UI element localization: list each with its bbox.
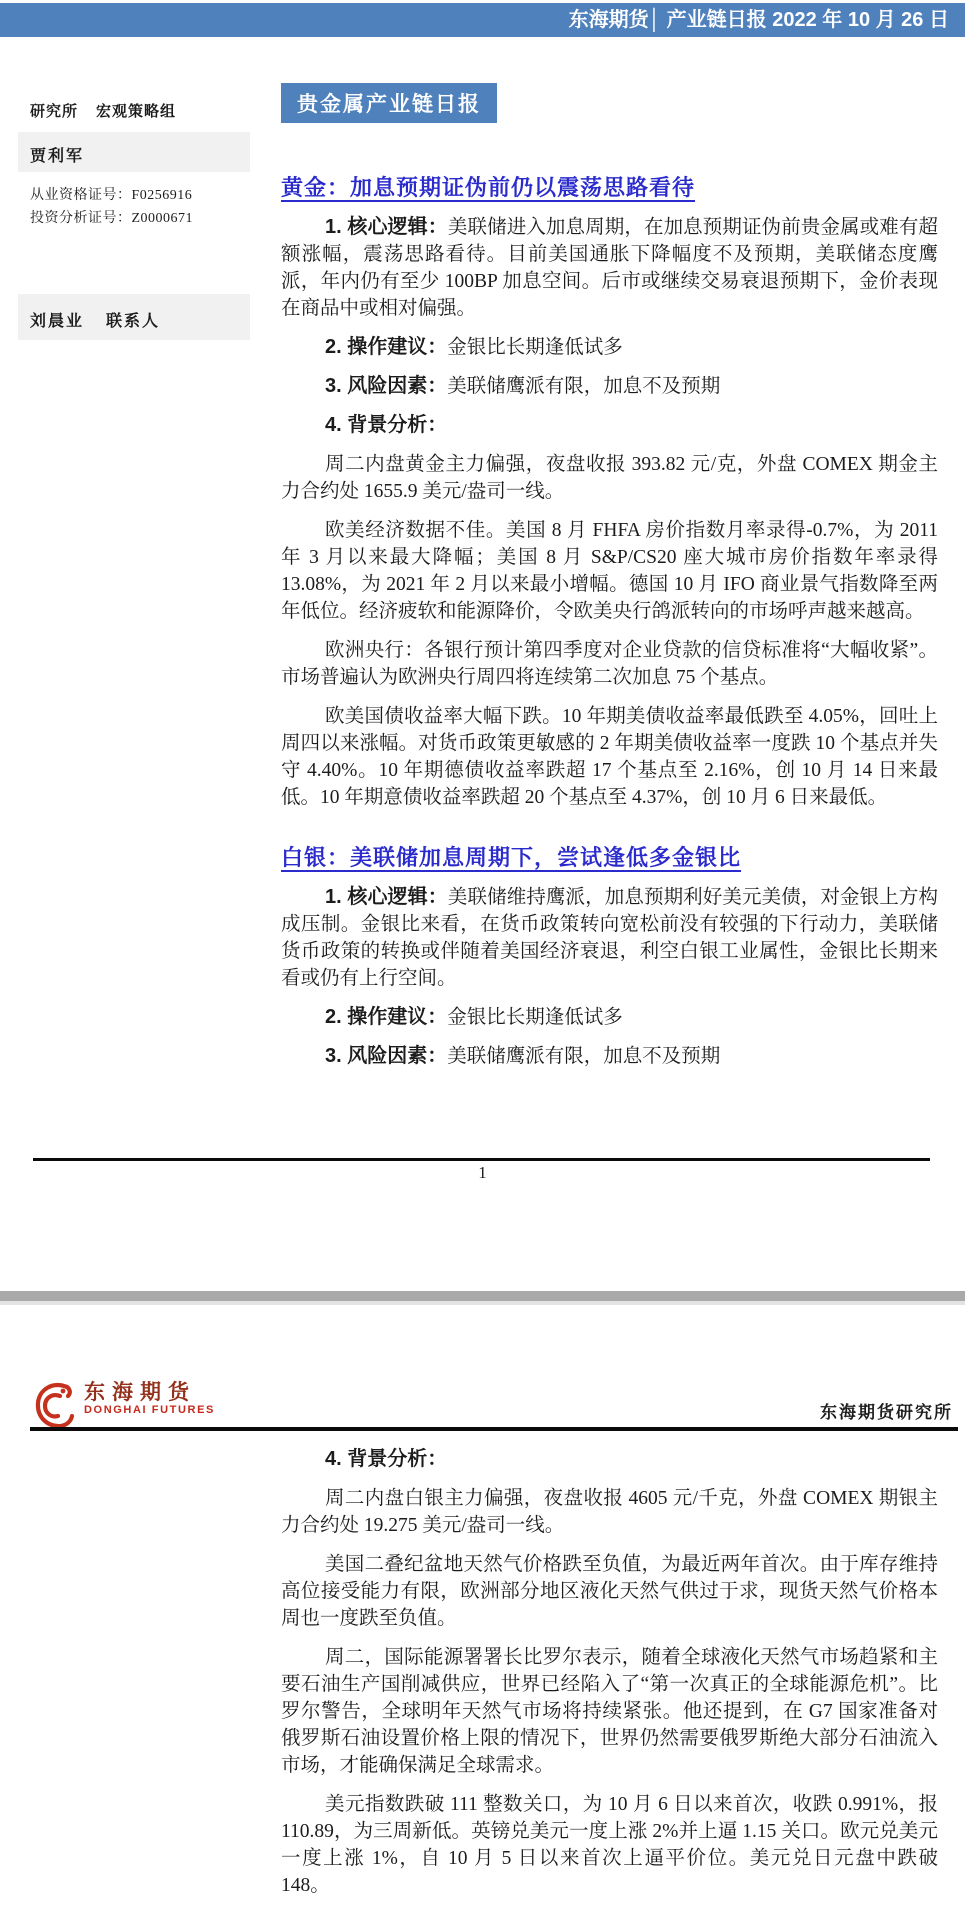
analyst-cert-number: 从业资格证号：F0256916: [30, 188, 193, 203]
paragraph: [281, 1791, 938, 1899]
paragraph-text: 欧美国债收益率大幅下跌。10 年期美债收益率最低跌至 4.05%，回吐上周四以来涨幅。对货币政策更敏感的 2 年期美债收益率一度跌 10 个基点并失守 4.40%。10 年期德债收益率跌超 17 个基点至 2.16%，创 10 月 14 日来最低。10 年期意债收益率跌超 20 个基点至 4.37%，创 10 月 6 日来最低。: [281, 706, 938, 808]
paragraph: [281, 1043, 938, 1070]
paragraph-text: 美元指数跌破 111 整数关口，为 10 月 6 日以来首次，收跌 0.991%，报 110.89，为三周新低。英镑兑美元一度上涨 2%并上逼 1.15 关口。欧元兑美元一度上涨 1%，自 10 月 5 日以来首次上逼平价位。美元兑日元盘中跌破 148。: [281, 1794, 938, 1896]
paragraph-label: 2. 操作建议：: [325, 336, 448, 358]
paragraph-text: 周二内盘黄金主力偏强，夜盘收报 393.82 元/克，外盘 COMEX 期金主力合约处 1655.9 美元/盎司一线。: [281, 454, 938, 502]
page1-main-column: [281, 83, 938, 1070]
paragraph-label: 2. 操作建议：: [325, 1006, 448, 1028]
logo-chinese-name: 东海期货: [84, 1380, 196, 1404]
paragraph-text: 美联储进入加息周期，在加息预期证伪前贵金属或难有超额涨幅，震荡思路看待。目前美国通胀下降幅度不及预期，美联储态度鹰派，年内仍有至少 100BP 加息空间。后市或继续交易衰退预期下，金价表现在商品中或相对偏强。: [281, 217, 938, 319]
department-label: 研究所: [30, 104, 79, 120]
paragraph: [281, 1551, 938, 1632]
page1-footer-rule: [33, 1158, 930, 1161]
logo-english-name: DONGHAI FUTURES: [84, 1404, 215, 1416]
paragraph-label: 1. 核心逻辑：: [325, 886, 448, 908]
page-number: 1: [478, 1163, 487, 1182]
page-separator-shadow: [0, 1301, 965, 1305]
contact-name: 刘晨业: [30, 313, 85, 330]
logo-text: [84, 1380, 215, 1416]
paragraph: [281, 451, 938, 505]
paragraph-text: 美国二叠纪盆地天然气价格跌至负值，为最近两年首次。由于库存维持高位接受能力有限，欧洲部分地区液化天然气供过于求，现货天然气价格本周也一度跌至负值。: [281, 1554, 938, 1629]
paragraph-text: 美联储鹰派有限，加息不及预期: [447, 1046, 721, 1067]
paragraph: [281, 412, 938, 439]
paragraph: [281, 884, 938, 992]
paragraph: [281, 517, 938, 625]
paragraph-text: 美联储鹰派有限，加息不及预期: [447, 376, 721, 397]
section-heading-gold[interactable]: 黄金：加息预期证伪前仍以震荡思路看待: [281, 175, 696, 200]
silver-paragraphs: [281, 884, 938, 1070]
report-header-bar: 东海期货│ 产业链日报 2022 年 10 月 26 日: [0, 3, 965, 37]
page2-header-right: 东海期货研究所: [820, 1403, 953, 1422]
team-label: 宏观策略组: [96, 104, 177, 120]
paragraph-label: 1. 核心逻辑：: [325, 216, 448, 238]
paragraph-label: 3. 风险因素：: [325, 1045, 448, 1067]
paragraph-text: 周二，国际能源署署长比罗尔表示，随着全球液化天然气市场趋紧和主要石油生产国削减供应，世界已经陷入了“第一次真正的全球能源危机”。比罗尔警告，全球明年天然气市场将持续紧张。他还提到，在 G7 国家准备对俄罗斯石油设置价格上限的情况下，世界仍然需要俄罗斯绝大部分石油流入市场，才能确保满足全球需求。: [281, 1647, 938, 1776]
paragraph-text: 金银比长期逢低试多: [447, 1007, 623, 1028]
paragraph: [281, 334, 938, 361]
paragraph-text: 美联储维持鹰派，加息预期利好美元美债，对金银上方构成压制。金银比来看，在货币政策转向宽松前没有较强的下行动力，美联储货币政策的转换或伴随着美国经济衰退，利空白银工业属性，金银比长期来看或仍有上行空间。: [281, 887, 938, 989]
paragraph-text: 周二内盘白银主力偏强，夜盘收报 4605 元/千克，外盘 COMEX 期银主力合约处 19.275 美元/盎司一线。: [281, 1488, 938, 1536]
analyst-investment-cert-number: 投资分析证号：Z0000671: [30, 211, 194, 226]
paragraph: [281, 1485, 938, 1539]
paragraph-label: 3. 风险因素：: [325, 375, 448, 397]
section-heading-silver[interactable]: 白银：美联储加息周期下，尝试逢低多金银比: [281, 845, 742, 870]
paragraph: [281, 703, 938, 811]
paragraph-text: 欧美经济数据不佳。美国 8 月 FHFA 房价指数月率录得-0.7%，为 2011 年 3 月以来最大降幅；美国 8 月 S&P/CS20 座大城市房价指数年率录得 13.08%，为 2021 年 2 月以来最小增幅。德国 10 月 IFO 商业景气指数降至两年低位。经济疲软和能源降价，令欧美央行鸽派转向的市场呼声越来越高。: [281, 520, 938, 622]
paragraph-label: 4. 背景分析：: [325, 1448, 448, 1470]
contact-row: [30, 308, 160, 331]
paragraph: [281, 373, 938, 400]
paragraph: [281, 637, 938, 691]
page-separator-bar: [0, 1291, 965, 1301]
paragraph-label: 4. 背景分析：: [325, 414, 448, 436]
paragraph-text: 金银比长期逢低试多: [447, 337, 623, 358]
page2-main-column: [281, 1446, 938, 1899]
paragraph: [281, 1004, 938, 1031]
paragraph: [281, 214, 938, 322]
analyst-name: 贾利军: [30, 148, 85, 165]
paragraph: [281, 1644, 938, 1779]
gold-paragraphs: [281, 214, 938, 811]
contact-role: 联系人: [106, 313, 161, 330]
paragraph: [281, 1446, 938, 1473]
report-badge: 贵金属产业链日报: [281, 83, 497, 123]
page2-header-rule: [30, 1427, 958, 1431]
paragraph-text: 欧洲央行：各银行预计第四季度对企业贷款的信贷标准将“大幅收紧”。市场普遍认为欧洲央行周四将连续第二次加息 75 个基点。: [281, 640, 938, 688]
sidebar-department: [30, 100, 194, 121]
